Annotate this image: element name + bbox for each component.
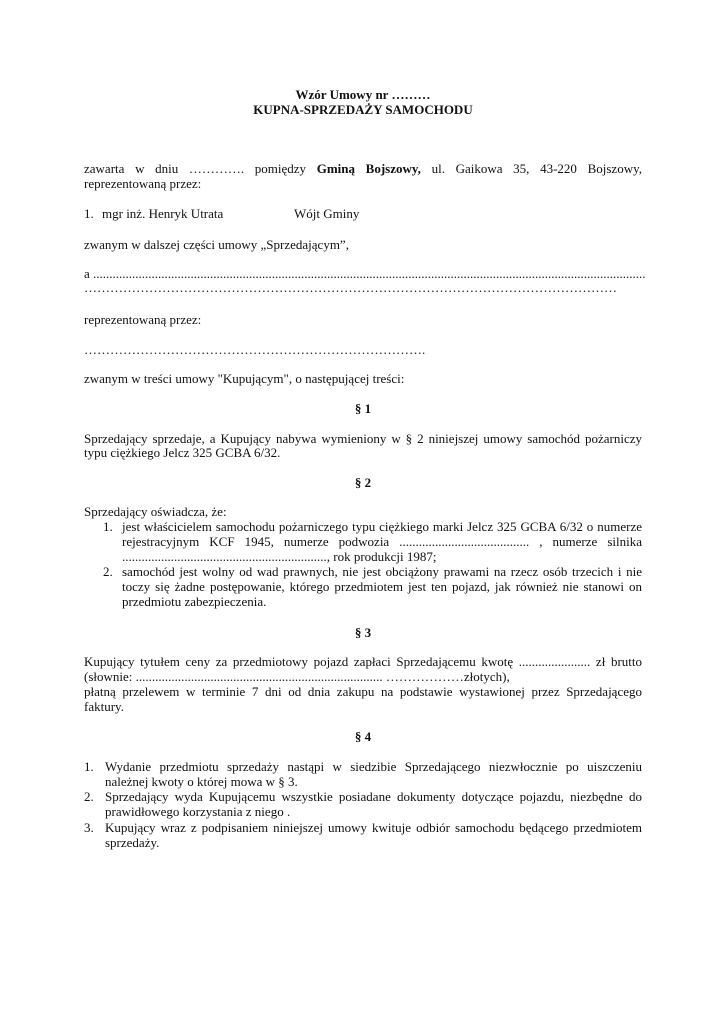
- section-2-item-2-line-1: samochód jest wolny od wad prawnych, nie jest obciążony prawami na rzecz osób trzecich i nie: [122, 564, 642, 579]
- buyer-line-2: ……………………………………………………………………………………………………………: [84, 280, 617, 295]
- section-3-line-4: faktury.: [84, 699, 124, 714]
- document-title: Wzór Umowy nr ………: [295, 87, 431, 102]
- document-subtitle: KUPNA-SPRZEDAŻY SAMOCHODU: [253, 102, 473, 117]
- representative-number: 1.: [84, 206, 94, 221]
- section-4-item-1-line-2: należnej kwoty o której mowa w § 3.: [105, 774, 298, 789]
- section-4-item-1-line-1: Wydanie przedmiotu sprzedaży nastąpi w siedzibie Sprzedającego niezwłocznie po uiszczeniu: [105, 759, 642, 774]
- section-1-line-2: typu ciężkiego Jelcz 325 GCBA 6/32.: [84, 445, 281, 460]
- intro-line-2: reprezentowaną przez:: [84, 176, 202, 191]
- section-4-item-2-line-2: prawidłowego korzystania z niego .: [105, 804, 291, 819]
- section-2-item-2-line-3: przedmiotu zabezpieczenia.: [122, 594, 267, 609]
- section-3-line-3: płatną przelewem w terminie 7 dni od dnia zakupu na podstawie wystawionej przez Sprzedającego: [84, 684, 642, 699]
- section-3-heading: § 3: [354, 625, 372, 640]
- section-3-line-1: Kupujący tytułem ceny za przedmiotowy pojazd zapłaci Sprzedającemu kwotę ...................... zł brutto: [84, 654, 642, 669]
- section-2-item-2-number: 2.: [103, 564, 113, 579]
- section-1-heading: § 1: [354, 401, 372, 416]
- buyer-definition: zwanym w treści umowy "Kupującym", o następującej treści:: [84, 371, 405, 386]
- buyer-line-1: a ..........................................................................................................................................................................: [84, 266, 646, 281]
- section-2-item-1-number: 1.: [103, 519, 113, 534]
- intro-line-1: [84, 161, 642, 177]
- buyer-representation-line: …………………………………………………………………….: [84, 342, 426, 357]
- section-2-lead: Sprzedający oświadcza, że:: [84, 504, 227, 519]
- section-2-item-1-line-3: ..............................................................., rok produkcji 1987;: [122, 549, 437, 564]
- representative-role: Wójt Gminy: [294, 206, 360, 221]
- buyer-representation-label: reprezentowaną przez:: [84, 312, 202, 327]
- section-2-heading: § 2: [354, 475, 372, 490]
- intro-text-b: ul. Gaikowa 35, 43-220 Bojszowy,: [420, 161, 642, 176]
- section-4-item-3-number: 3.: [84, 820, 94, 835]
- section-1-line-1: Sprzedający sprzedaje, a Kupujący nabywa wymieniony w § 2 niniejszej umowy samochód pożarniczy: [84, 431, 642, 446]
- intro-text-a: zawarta w dniu …………. pomiędzy: [84, 161, 317, 176]
- representative-name: mgr inż. Henryk Utrata: [102, 206, 224, 221]
- section-4-item-3-line-1: Kupujący wraz z podpisaniem niniejszej umowy kwituje odbiór samochodu będącego przedmiotem: [105, 820, 642, 835]
- section-4-item-3-line-2: sprzedaży.: [105, 835, 160, 850]
- section-2-item-2-line-2: toczy się żadne postępowanie, którego przedmiotem jest ten pojazd, jak również nie stanowi on: [122, 579, 642, 594]
- section-4-heading: § 4: [354, 729, 372, 744]
- section-4-item-2-line-1: Sprzedający wyda Kupującemu wszystkie posiadane dokumenty dotyczące pojazdu, niezbędne do: [105, 789, 642, 804]
- section-2-item-1-line-2: rejestracyjnym KCF 1945, numerze podwozia ........................................ , numerze silnika: [122, 534, 642, 549]
- party-name: Gminą Bojszowy,: [316, 161, 421, 176]
- section-4-item-1-number: 1.: [84, 759, 94, 774]
- section-2-item-1-line-1: jest właścicielem samochodu pożarniczego typu ciężkiego marki Jelcz 325 GCBA 6/32 o numerze: [122, 519, 642, 534]
- section-4-item-2-number: 2.: [84, 789, 94, 804]
- section-3-line-2: (słownie: ............................................................................ ………………złotych),: [84, 669, 510, 684]
- seller-definition: zwanym w dalszej części umowy „Sprzedającym”,: [84, 237, 349, 252]
